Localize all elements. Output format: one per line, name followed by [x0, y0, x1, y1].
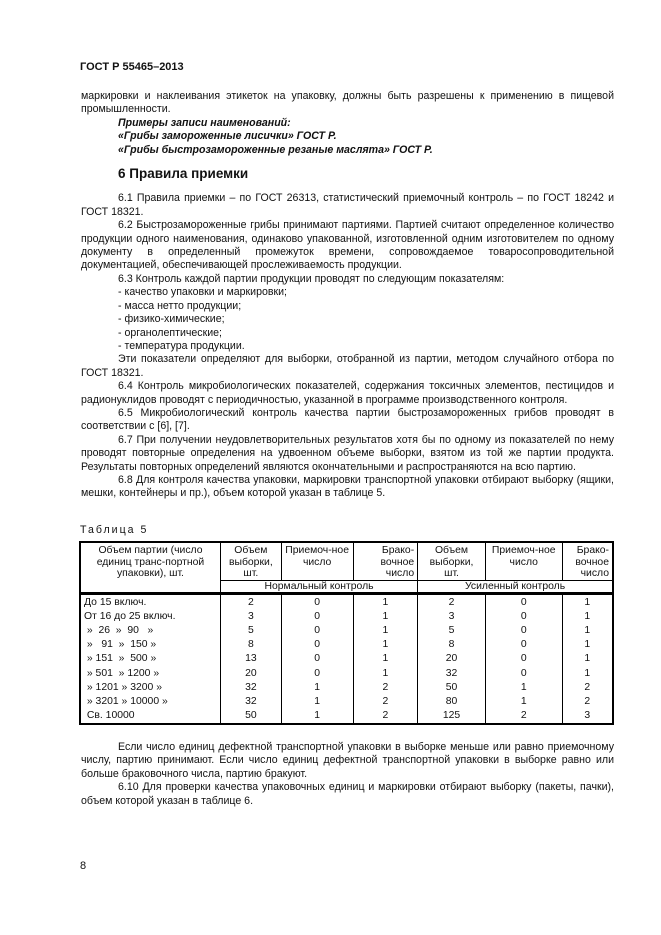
batch-size-cell: От 16 до 25 включ. [80, 610, 220, 624]
value-cell: 1 [562, 666, 613, 680]
value-cell: 3 [220, 610, 281, 624]
value-cell: 0 [485, 638, 562, 652]
section-title: 6 Правила приемки [118, 166, 249, 182]
table-row [80, 624, 613, 638]
group-header-normal: Нормальный контроль [220, 580, 417, 594]
example: «Грибы замороженные лисички» ГОСТ Р. [118, 130, 337, 143]
column-header: Объем выборки, шт. [220, 542, 281, 580]
value-cell: 1 [353, 594, 418, 610]
value-cell: 1 [281, 709, 353, 724]
table-row [80, 709, 613, 724]
value-cell: 2 [353, 709, 418, 724]
example-heading: Примеры записи наименований: [118, 116, 291, 129]
value-cell: 8 [418, 638, 486, 652]
value-cell: 1 [485, 681, 562, 695]
value-cell: 2 [353, 681, 418, 695]
value-cell: 1 [562, 624, 613, 638]
value-cell: 0 [281, 624, 353, 638]
value-cell: 2 [562, 695, 613, 709]
value-cell: 1 [353, 610, 418, 624]
list-item: - органолептические; [118, 326, 222, 339]
list-item: - масса нетто продукции; [118, 299, 242, 312]
paragraph: 6.5 Микробиологический контроль качества партии быстрозамороженных грибов проводят в соответствии с [6], [7]. [81, 406, 614, 433]
group-header-enhanced: Усиленный контроль [418, 580, 613, 594]
paragraph: маркировки и наклеивания этикеток на упаковку, должны быть разрешены к применению в пищевой промышленности. [81, 90, 614, 116]
value-cell: 32 [418, 666, 486, 680]
value-cell: 1 [353, 652, 418, 666]
paragraph: 6.8 Для контроля качества упаковки, маркировки транспортной упаковки отбирают выборку (ящики, мешки, контейнеры и пр.), объем которой указан в таблице 5. [81, 473, 614, 500]
value-cell: 2 [485, 709, 562, 724]
value-cell: 1 [562, 610, 613, 624]
value-cell: 1 [562, 638, 613, 652]
paragraph: Эти показатели определяют для выборки, отобранной из партии, методом случайного отбора по ГОСТ 18321. [81, 353, 614, 379]
table-row [80, 638, 613, 652]
batch-size-cell: » 3201 » 10000 » [80, 695, 220, 709]
table-row [80, 666, 613, 680]
value-cell: 1 [485, 695, 562, 709]
paragraph: Если число единиц дефектной транспортной упаковки в выборке меньше или равно приемочному числу, партию принимают. Если число единиц дефектной транспортной упаковки в выборке равно или больше браковочного числа, партию бракуют. [81, 741, 614, 780]
table-row [80, 610, 613, 624]
paragraph: 6.1 Правила приемки – по ГОСТ 26313, статистический приемочный контроль – по ГОСТ 18242 и ГОСТ 18321. [81, 192, 614, 218]
paragraph: 6.2 Быстрозамороженные грибы принимают партиями. Партией считают определенное количество продукции одного наименования, одинаково упакованной, изготовленной одним изготовителем по одному документу в определенный промежуток времени, сопровождаемое товаросопроводительной документацией, обеспечивающей прослеживаемость продукции. [81, 219, 614, 272]
paragraph: 6.3 Контроль каждой партии продукции проводят по следующим показателям: [118, 272, 505, 285]
table-row [80, 652, 613, 666]
value-cell: 32 [220, 681, 281, 695]
batch-size-cell: » 1201 » 3200 » [80, 681, 220, 695]
value-cell: 1 [353, 624, 418, 638]
value-cell: 0 [281, 638, 353, 652]
batch-size-cell: » 501 » 1200 » [80, 666, 220, 680]
value-cell: 2 [220, 594, 281, 610]
value-cell: 3 [418, 610, 486, 624]
table-row [80, 681, 613, 695]
value-cell: 2 [353, 695, 418, 709]
value-cell: 5 [418, 624, 486, 638]
value-cell: 13 [220, 652, 281, 666]
list-item: - физико-химические; [118, 313, 225, 326]
value-cell: 0 [485, 610, 562, 624]
batch-size-cell: » 91 » 150 » [80, 638, 220, 652]
batch-size-cell: » 151 » 500 » [80, 652, 220, 666]
value-cell: 0 [485, 624, 562, 638]
value-cell: 1 [353, 638, 418, 652]
value-cell: 0 [281, 666, 353, 680]
column-header: Объем выборки, шт. [418, 542, 486, 580]
value-cell: 125 [418, 709, 486, 724]
value-cell: 0 [281, 652, 353, 666]
table-row [80, 594, 613, 610]
value-cell: 5 [220, 624, 281, 638]
value-cell: 50 [220, 709, 281, 724]
value-cell: 32 [220, 695, 281, 709]
value-cell: 80 [418, 695, 486, 709]
value-cell: 1 [562, 594, 613, 610]
column-header: Брако-вочное число [353, 542, 418, 580]
value-cell: 0 [485, 666, 562, 680]
value-cell: 1 [281, 681, 353, 695]
column-header: Брако-вочное число [562, 542, 613, 580]
column-header: Объем партии (число единиц транс-портной упаковки), шт. [80, 542, 220, 594]
batch-size-cell: » 26 » 90 » [80, 624, 220, 638]
column-header: Приемоч-ное число [485, 542, 562, 580]
page-number: 8 [80, 860, 87, 872]
after-table-text [81, 741, 614, 808]
value-cell: 1 [353, 666, 418, 680]
value-cell: 2 [562, 681, 613, 695]
table-5 [79, 541, 614, 725]
document-header: ГОСТ Р 55465–2013 [80, 61, 184, 73]
document-body [81, 90, 614, 501]
paragraph: 6.4 Контроль микробиологических показателей, содержания токсичных элементов, пестицидов и радионуклидов проводят с периодичностью, указанной в программе производственного контроля. [81, 380, 614, 406]
batch-size-cell: Св. 10000 [80, 709, 220, 724]
table-row [80, 695, 613, 709]
value-cell: 0 [281, 610, 353, 624]
value-cell: 3 [562, 709, 613, 724]
value-cell: 20 [220, 666, 281, 680]
table-caption: Таблица 5 [80, 524, 149, 536]
value-cell: 50 [418, 681, 486, 695]
list-item: - качество упаковки и маркировки; [118, 286, 287, 299]
value-cell: 2 [418, 594, 486, 610]
value-cell: 1 [281, 695, 353, 709]
value-cell: 0 [485, 594, 562, 610]
value-cell: 0 [281, 594, 353, 610]
paragraph: 6.10 Для проверки качества упаковочных единиц и маркировки отбирают выборку (пакеты, пачки), объем которой указан в таблице 6. [81, 781, 614, 807]
value-cell: 0 [485, 652, 562, 666]
list-item: - температура продукции. [118, 339, 245, 352]
paragraph: 6.7 При получении неудовлетворительных результатов хотя бы по одному из показателей по нему проводят повторные определения на удвоенном объеме выборки, взятом из той же партии продукта. Результаты повторных определений являются окончательными и распространяются на всю партию. [81, 433, 614, 473]
value-cell: 20 [418, 652, 486, 666]
value-cell: 1 [562, 652, 613, 666]
value-cell: 8 [220, 638, 281, 652]
example: «Грибы быстрозамороженные резаные маслята» ГОСТ Р. [118, 143, 433, 156]
column-header: Приемоч-ное число [281, 542, 353, 580]
batch-size-cell: До 15 включ. [80, 594, 220, 610]
